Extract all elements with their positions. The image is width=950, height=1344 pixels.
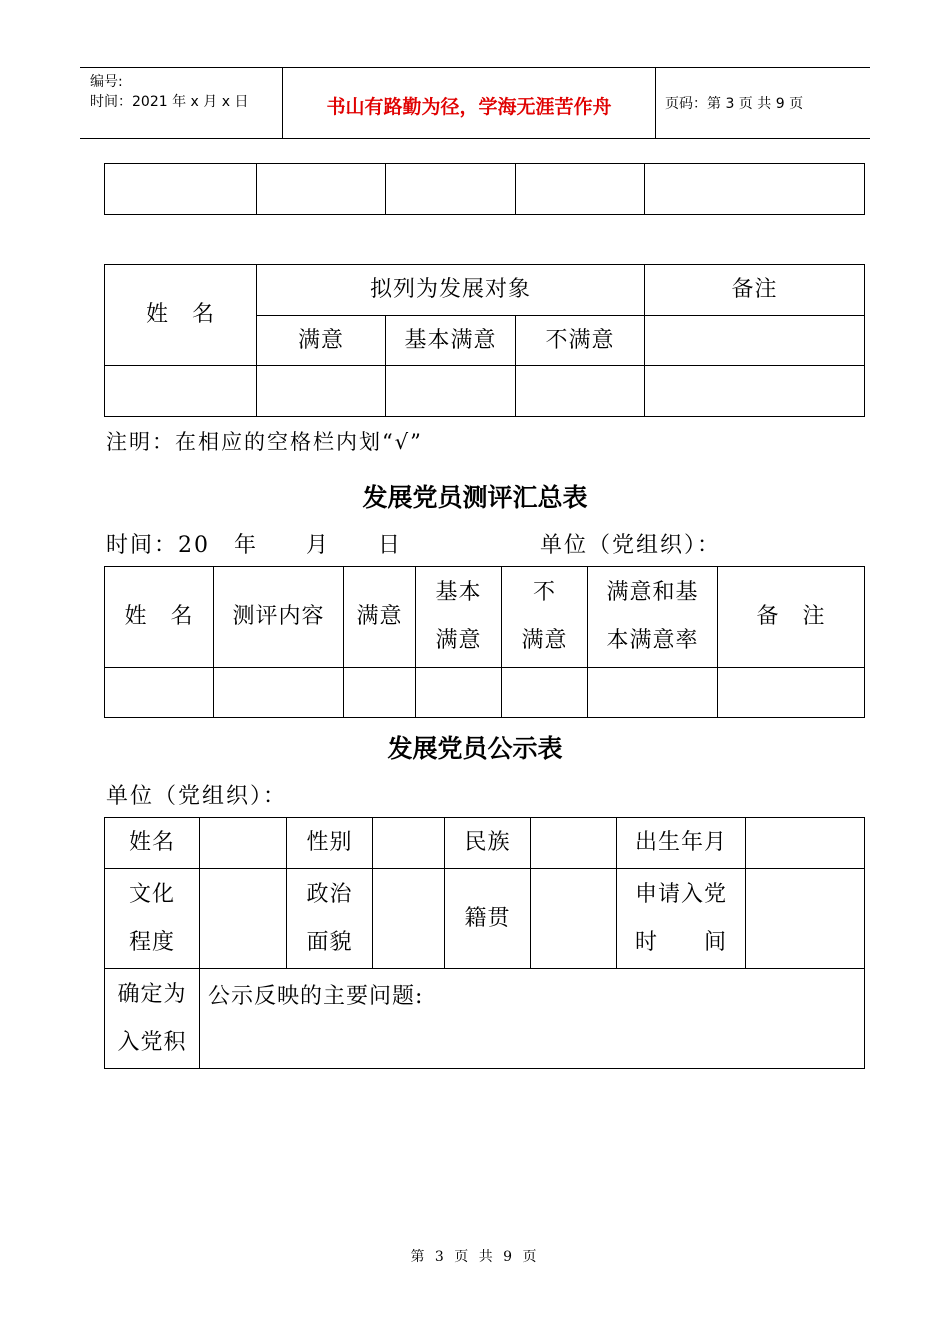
header-line: 不	[532, 580, 556, 605]
table-row	[105, 265, 865, 316]
table-cell	[373, 818, 445, 869]
table-row	[105, 567, 865, 668]
table-cell	[645, 316, 865, 366]
satisfaction-rate-header	[588, 567, 718, 668]
evaluation-table	[104, 264, 865, 417]
table-cell	[516, 164, 645, 215]
table-cell	[531, 869, 617, 969]
satisfied-header: 满意	[257, 316, 386, 366]
document-date: 时间：2021 年 x 月 x 日	[90, 94, 249, 110]
document-number-label: 编号:	[90, 74, 123, 90]
page-info: 页码：第 3 页 共 9 页	[665, 96, 804, 112]
name-header: 姓 名	[105, 567, 214, 668]
header-line: 满意	[435, 628, 482, 653]
table-cell	[200, 818, 287, 869]
label-line: 程度	[128, 929, 175, 955]
header-line: 基本	[435, 580, 482, 605]
table-cell	[214, 668, 344, 718]
header-meta-cell	[80, 68, 282, 138]
publicity-title: 发展党员公示表	[387, 734, 563, 763]
label-line: 确定为	[117, 981, 187, 1007]
table-cell	[386, 366, 516, 417]
table-row	[105, 668, 865, 718]
table-cell	[645, 366, 865, 417]
not-satisfied-header: 不满意	[516, 316, 645, 366]
table-cell	[105, 164, 257, 215]
table-cell	[105, 366, 257, 417]
political-status-label	[287, 869, 373, 969]
ethnicity-label: 民族	[445, 818, 531, 869]
name-header: 姓 名	[105, 265, 257, 366]
table-row	[105, 366, 865, 417]
table-cell	[386, 164, 516, 215]
header-line: 本满意率	[606, 628, 699, 653]
remarks-header: 备 注	[718, 567, 865, 668]
table-cell	[257, 164, 386, 215]
page-header	[80, 67, 870, 139]
label-line: 文化	[128, 881, 175, 907]
summary-title: 发展党员测评汇总表	[362, 483, 588, 512]
table-cell	[502, 668, 588, 718]
summary-unit-line: 单位（党组织）：	[540, 533, 722, 558]
label-line: 政治	[306, 881, 353, 907]
basic-satisfied-header	[416, 567, 502, 668]
table-cell	[257, 366, 386, 417]
publicity-table	[104, 817, 865, 1069]
not-satisfied-header	[502, 567, 588, 668]
name-label: 姓名	[105, 818, 200, 869]
label-line: 面貌	[306, 929, 353, 955]
continuation-table	[104, 163, 865, 215]
table-row	[105, 164, 865, 215]
label-line: 入党积	[117, 1029, 187, 1055]
header-line: 满意和基	[606, 580, 699, 605]
table-cell	[344, 668, 416, 718]
header-line: 满意	[521, 628, 568, 653]
gender-label: 性别	[287, 818, 373, 869]
education-label	[105, 869, 200, 969]
basic-satisfied-header: 基本满意	[386, 316, 516, 366]
instruction-note: 注明：在相应的空格栏内划“√”	[106, 430, 423, 454]
table-cell	[373, 869, 445, 969]
table-cell	[645, 164, 865, 215]
table-row	[105, 869, 865, 969]
main-issues-cell	[200, 969, 865, 1069]
publicity-unit-line: 单位（党组织）：	[106, 784, 288, 809]
satisfied-header: 满意	[344, 567, 416, 668]
evaluation-content-header: 测评内容	[214, 567, 344, 668]
table-cell	[416, 668, 502, 718]
label-line: 申请入党	[634, 881, 727, 907]
native-place-label: 籍贯	[445, 869, 531, 969]
table-cell	[200, 869, 287, 969]
table-cell	[746, 869, 865, 969]
application-date-label	[617, 869, 746, 969]
table-cell	[516, 366, 645, 417]
table-cell	[718, 668, 865, 718]
table-row	[105, 818, 865, 869]
page-footer: 第 3 页 共 9 页	[410, 1249, 540, 1265]
activist-confirmation-label	[105, 969, 200, 1069]
birth-date-label: 出生年月	[617, 818, 746, 869]
label-line: 时 间	[634, 929, 727, 955]
summary-table	[104, 566, 865, 718]
header-page-cell	[655, 68, 870, 138]
table-row	[105, 969, 865, 1069]
table-cell	[746, 818, 865, 869]
main-issues-label: 公示反映的主要问题:	[208, 984, 424, 1009]
development-target-header: 拟列为发展对象	[257, 265, 645, 316]
summary-time-line: 时间：20 年 月 日	[106, 533, 402, 558]
motto-text: 书山有路勤为径，学海无涯苦作舟	[326, 96, 612, 118]
table-cell	[588, 668, 718, 718]
table-cell	[105, 668, 214, 718]
header-motto-cell	[282, 68, 656, 138]
table-cell	[531, 818, 617, 869]
remarks-header: 备注	[645, 265, 865, 316]
